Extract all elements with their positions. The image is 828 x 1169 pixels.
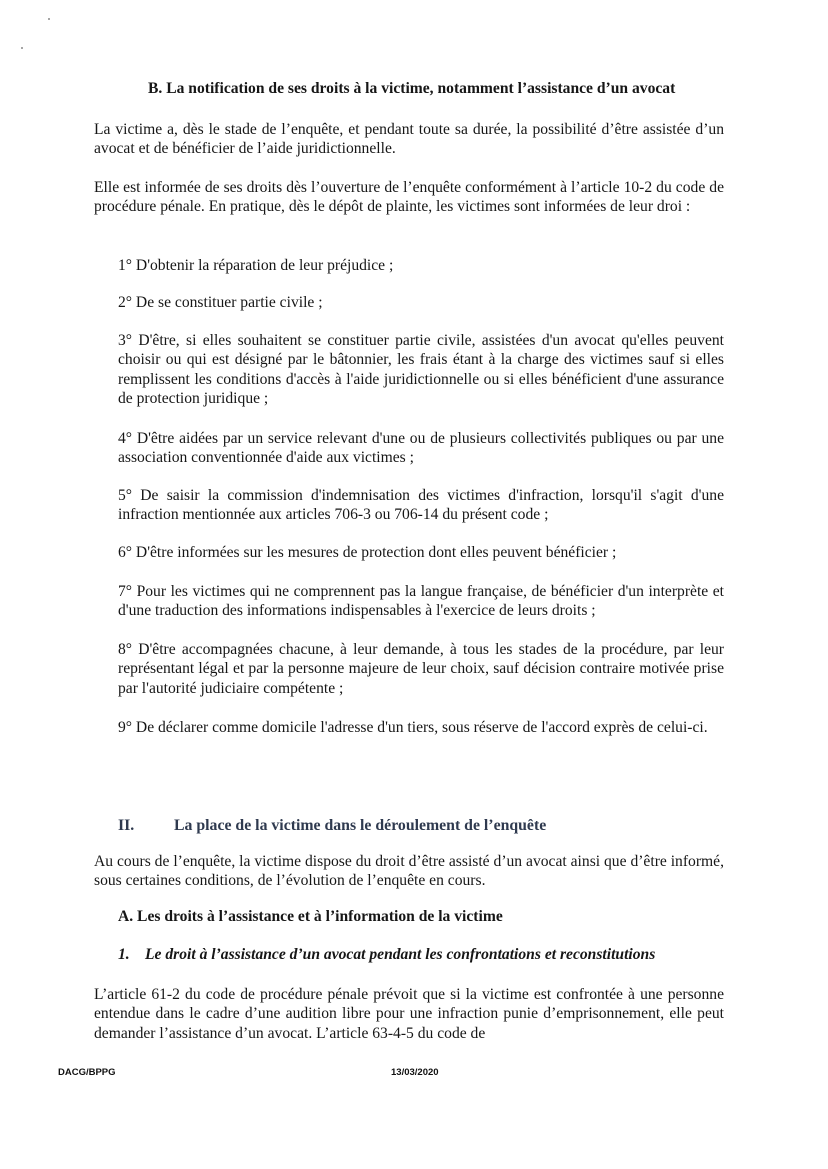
scan-speck: [48, 18, 50, 20]
section-b-heading: B. La notification de ses droits à la victime, notamment l’assistance d’un avocat: [148, 80, 676, 97]
right-item: 4° D'être aidées par un service relevant d'une ou de plusieurs collectivités publiques ou par une association conventionnée d'aide aux victimes ;: [118, 430, 724, 467]
scan-speck: [21, 47, 23, 49]
paragraph: Au cours de l’enquête, la victime dispose du droit d’être assisté d’un avocat ainsi que d’être informé, sous certaines conditions, de l’évolution de l’enquête en cours.: [94, 853, 724, 890]
right-item: 2° De se constituer partie civile ;: [118, 294, 323, 311]
right-item: 5° De saisir la commission d'indemnisation des victimes d'infraction, lorsqu'il s'agit d'une infraction mentionnée aux articles 706-3 ou 706-14 du présent code ;: [118, 487, 724, 524]
section-a-heading: A. Les droits à l’assistance et à l’information de la victime: [118, 908, 503, 925]
paragraph: Elle est informée de ses droits dès l’ouverture de l’enquête conformément à l’article 10-2 du code de procédure pénale. En pratique, dès le dépôt de plainte, les victimes sont informées de leur droi :: [94, 179, 724, 216]
right-item: 3° D'être, si elles souhaitent se constituer partie civile, assistées d'un avocat qu'elles peuvent choisir ou qui est désigné par le bâtonnier, les frais étant à la charge des victimes sauf si elles remplissent les conditions d'accès à l'aide juridictionnelle ou si elles bénéficient d'une assurance de protection juridique ;: [118, 332, 724, 408]
section-ii-number: II.: [118, 817, 135, 834]
right-item: 7° Pour les victimes qui ne comprennent pas la langue française, de bénéficier d'un interprète et d'une traduction des informations indispensables à l'exercice de leurs droits ;: [118, 583, 724, 620]
section-ii-title: La place de la victime dans le déroulement de l’enquête: [174, 817, 547, 834]
subsection-1-number: 1.: [118, 946, 130, 963]
right-item: 9° De déclarer comme domicile l'adresse d'un tiers, sous réserve de l'accord exprès de celui-ci.: [118, 719, 708, 736]
right-item: 8° D'être accompagnées chacune, à leur demande, à tous les stades de la procédure, par leur représentant légal et par la personne majeure de leur choix, sauf décision contraire motivée prise par l'autorité judiciaire compétente ;: [118, 641, 724, 697]
footer-reference: DACG/BPPG: [58, 1067, 116, 1078]
paragraph: L’article 61-2 du code de procédure pénale prévoit que si la victime est confrontée à une personne entendue dans le cadre d’une audition libre pour une infraction punie d’emprisonnement, elle peut demander l’assistance d’un avocat. L’article 63-4-5 du code de: [94, 986, 724, 1042]
paragraph: La victime a, dès le stade de l’enquête, et pendant toute sa durée, la possibilité d’être assistée d’un avocat et de bénéficier de l’aide juridictionnelle.: [94, 121, 724, 158]
subsection-1-title: Le droit à l’assistance d’un avocat pendant les confrontations et reconstitutions: [145, 946, 656, 963]
footer-date: 13/03/2020: [391, 1067, 439, 1078]
right-item: 1° D'obtenir la réparation de leur préjudice ;: [118, 257, 394, 274]
right-item: 6° D'être informées sur les mesures de protection dont elles peuvent bénéficier ;: [118, 544, 617, 561]
